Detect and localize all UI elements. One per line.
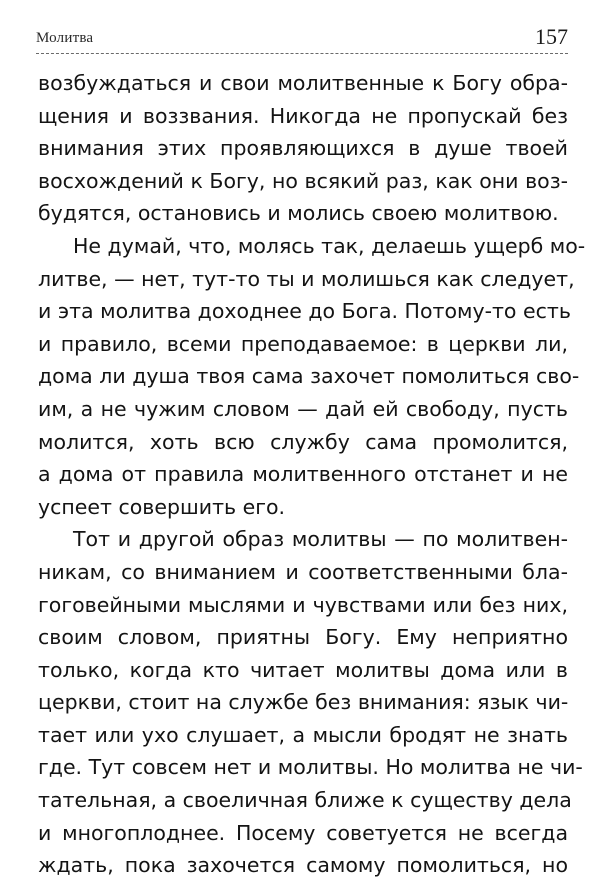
paragraph	[38, 67, 568, 230]
paragraph	[38, 523, 583, 882]
text-line: восхождений к Богу, но всякий раз, как они воз-	[38, 168, 568, 193]
text-line: гоговейными мыслями и чувствами или без них,	[38, 592, 568, 617]
text-line: успеет совершить его.	[38, 494, 286, 519]
text-line: литве, — нет, тут-то ты и молишься как следует,	[38, 266, 575, 291]
text-line: Тот и другой образ молитвы — по молитвен-	[73, 527, 568, 552]
body-text	[38, 67, 586, 882]
text-line: никам, со вниманием и соответственными бла-	[38, 559, 568, 584]
text-line: тает или ухо слушает, а мысли бродят не знать	[38, 722, 568, 747]
header-rule-divider	[36, 53, 568, 54]
text-line: и эта молитва доходнее до Бога. Потому-то есть	[38, 299, 571, 324]
text-line: где. Тут совсем нет и молитвы. Но молитва не чи-	[38, 755, 583, 780]
page-number: 157	[535, 24, 568, 49]
text-line: и многоплоднее. Посему советуется не всегда	[38, 820, 568, 845]
text-line: церкви, стоит на службе без внимания: язык чи-	[38, 690, 569, 715]
text-line: внимания этих проявляющихся в душе твоей	[38, 136, 568, 161]
text-line: им, а не чужим словом — дай ей свободу, пусть	[38, 396, 568, 421]
text-line: а дома от правила молитвенного отстанет и не	[38, 462, 568, 487]
paragraph	[38, 230, 586, 523]
text-line: своим словом, приятны Богу. Ему неприятно	[38, 625, 568, 650]
text-line: ждать, пока захочется самому помолиться, но	[38, 853, 568, 878]
running-head	[36, 26, 568, 48]
text-line: щения и воззвания. Никогда не пропускай без	[38, 103, 568, 128]
text-line: и правило, всеми преподаваемое: в церкви ли,	[38, 331, 568, 356]
text-line: молится, хоть всю службу сама промолится,	[38, 429, 568, 454]
running-title: Молитва	[36, 30, 94, 46]
text-line: возбуждаться и свои молитвенные к Богу обра-	[38, 71, 568, 95]
text-line: будятся, остановись и молись своею молитвою.	[38, 201, 559, 226]
text-line: дома ли душа твоя сама захочет помолиться сво-	[38, 364, 580, 389]
text-line: Не думай, что, молясь так, делаешь ущерб мо-	[73, 233, 586, 258]
text-line: тательная, а своеличная ближе к существу дела	[38, 788, 572, 813]
text-line: только, когда кто читает молитвы дома или в	[38, 657, 568, 682]
